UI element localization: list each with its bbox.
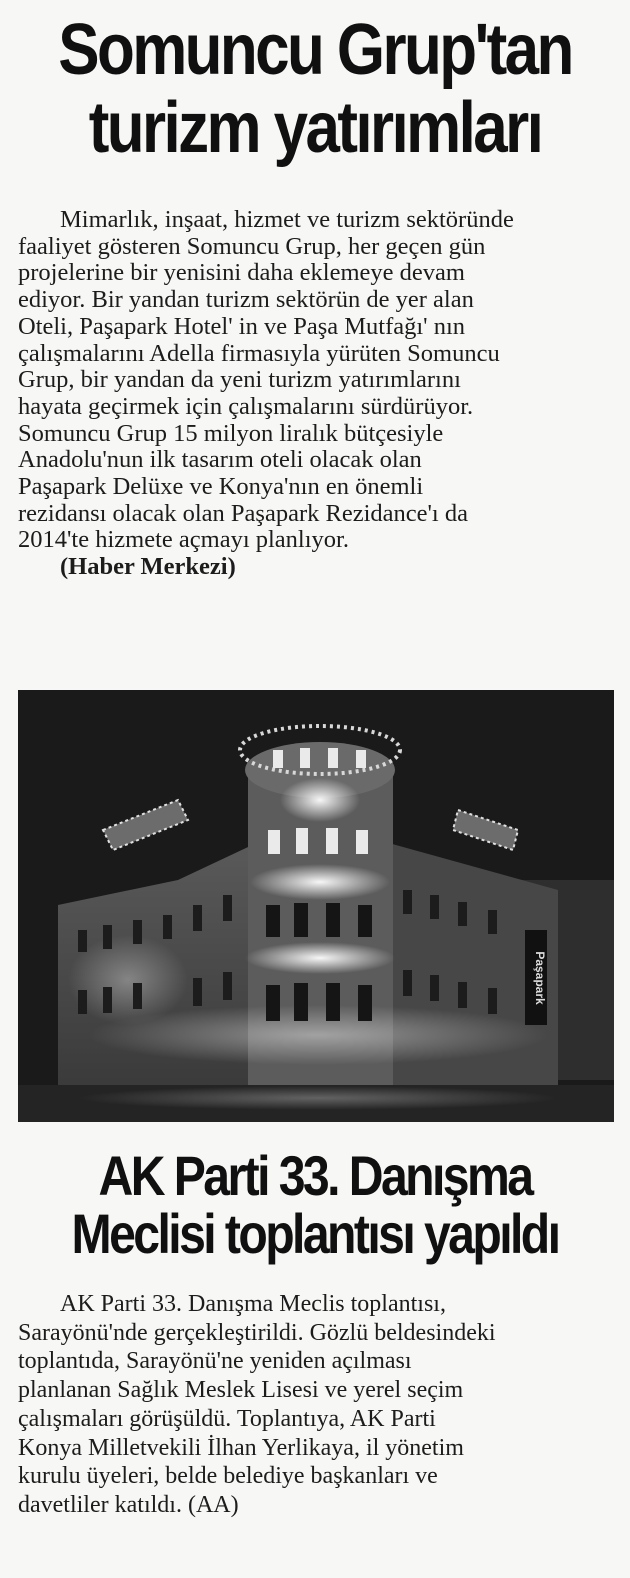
headline-2-line-1: AK Parti 33. Danışma — [98, 1144, 532, 1207]
article-1-line: Anadolu'nun ilk tasarım oteli olacak olan — [18, 446, 422, 474]
article-1-line: Grup, bir yandan da yeni turizm yatırımlarını — [18, 366, 461, 394]
article-2-line: kurulu üyeleri, belde belediye başkanları ve — [18, 1463, 438, 1490]
article-1-line: projelerine bir yenisini daha eklemeye devam — [18, 259, 465, 287]
hotel-sign-text: Paşapark — [533, 951, 547, 1005]
article-2-line: Konya Milletvekili İlhan Yerlikaya, il yönetim — [18, 1434, 464, 1461]
headline-1-line-1: Somuncu Grup'tan — [58, 10, 572, 90]
article-1-line: rezidansı olacak olan Paşapark Rezidance'ı da — [18, 499, 468, 527]
article-2-line: toplantıda, Sarayönü'ne yeniden açılması — [18, 1348, 412, 1375]
article-1-line: Mimarlık, inşaat, hizmet ve turizm sektöründe — [60, 206, 514, 233]
article-1-line: Oteli, Paşapark Hotel' in ve Paşa Mutfağı' nın — [18, 312, 466, 340]
article-1-line: faaliyet gösteren Somuncu Grup, her geçen gün — [18, 232, 486, 260]
article-1-line: çalışmalarını Adella firmasıyla yürüten Somuncu — [18, 339, 500, 367]
headline-1-line-2: turizm yatırımları — [88, 88, 542, 168]
article-2-line: davetliler katıldı. (AA) — [18, 1491, 239, 1518]
byline: (Haber Merkezi) — [60, 553, 236, 581]
article-1-body — [18, 207, 614, 581]
hotel-photo — [18, 690, 614, 1122]
article-1-line: hayata geçirmek için çalışmalarını sürdürüyor. — [18, 392, 474, 420]
article-1-line: Paşapark Delüxe ve Konya'nın en önemli — [18, 473, 424, 501]
article-1-line: Somuncu Grup 15 milyon liralık bütçesiyle — [18, 419, 444, 447]
article-1-line: ediyor. Bir yandan turizm sektörün de yer alan — [18, 286, 474, 314]
article-2-body — [18, 1290, 614, 1520]
article-2-line: AK Parti 33. Danışma Meclis toplantısı, — [60, 1291, 446, 1317]
article-2-line: planlanan Sağlık Meslek Lisesi ve yerel seçim — [18, 1377, 464, 1404]
article-1-line: 2014'te hizmete açmayı planlıyor. — [18, 526, 349, 554]
article-2-line: Sarayönü'nde gerçekleştirildi. Gözlü beldesindeki — [18, 1319, 496, 1346]
article-2-line: çalışmaları görüşüldü. Toplantıya, AK Parti — [18, 1405, 436, 1432]
headline-2-line-2: Meclisi toplantısı yapıldı — [71, 1202, 559, 1265]
